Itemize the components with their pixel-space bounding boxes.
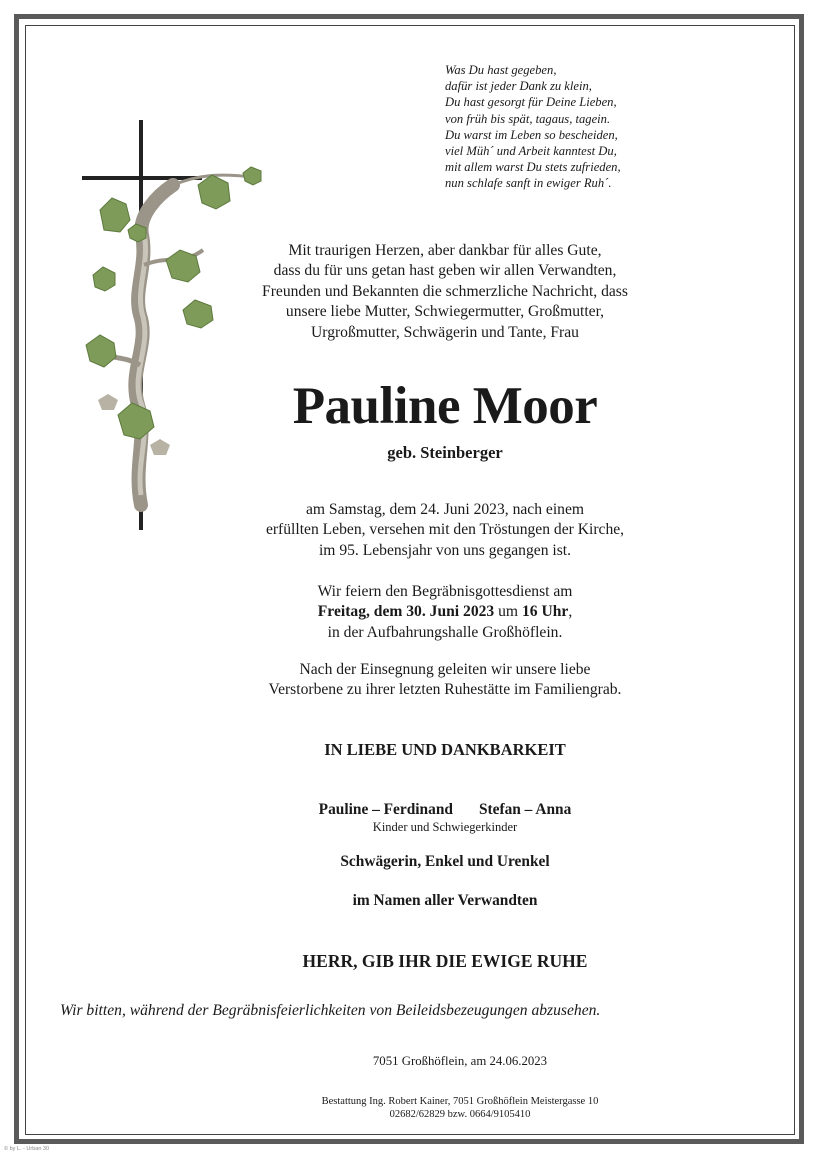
intro-line: Freunden und Bekannten die schmerzliche Nachricht, dass xyxy=(262,282,628,300)
service-connector: um xyxy=(494,603,522,621)
service-date: Freitag, dem 30. Juni 2023 xyxy=(317,603,495,621)
death-line: erfüllten Leben, versehen mit den Tröstungen der Kirche, xyxy=(265,521,625,539)
place-date: 7051 Großhöflein, am 24.06.2023 xyxy=(372,1054,548,1068)
intro-line: Urgroßmutter, Schwägerin und Tante, Frau xyxy=(311,323,579,341)
birth-name: geb. Steinberger xyxy=(387,443,503,462)
gratitude-heading: IN LIEBE UND DANKBARKEIT xyxy=(324,740,566,759)
burial-line: Nach der Einsegnung geleiten wir unsere liebe xyxy=(299,661,591,678)
poem-line: mit allem warst Du stets zufrieden, xyxy=(445,160,621,175)
death-notice xyxy=(230,500,660,561)
poem xyxy=(445,62,675,192)
poem-line: nun schlafe sanft in ewiger Ruh´. xyxy=(445,176,612,191)
funeral-home-address: Bestattung Ing. Robert Kainer, 7051 Großhöflein Meistergasse 10 xyxy=(321,1096,599,1107)
children-names xyxy=(230,801,660,819)
intro-text xyxy=(235,241,655,343)
poem-line: dafür ist jeder Dank zu klein, xyxy=(445,79,592,94)
prayer-heading: HERR, GIB IHR DIE EWIGE RUHE xyxy=(302,951,588,971)
couple-2: Stefan – Anna xyxy=(478,801,572,818)
service-line: Wir feiern den Begräbnisgottesdienst am xyxy=(317,583,573,600)
funeral-home-phone: 02682/62829 bzw. 0664/9105410 xyxy=(389,1108,531,1120)
service-notice xyxy=(230,582,660,643)
intro-line: unsere liebe Mutter, Schwiegermutter, Großmutter, xyxy=(285,303,605,321)
service-location: in der Aufbahrungshalle Großhöflein. xyxy=(327,623,563,641)
children-caption: Kinder und Schwiegerkinder xyxy=(372,820,518,834)
service-time: 16 Uhr xyxy=(521,603,569,621)
behalf-line: im Namen aller Verwandten xyxy=(352,892,538,909)
corner-note: © by L. - Urban 30 xyxy=(4,1146,50,1152)
service-date-line xyxy=(230,602,660,622)
funeral-home-info xyxy=(250,1096,670,1121)
condolence-request: Wir bitten, während der Begräbnisfeierlichkeiten von Beileidsbezeugungen abzusehen. xyxy=(60,1002,601,1019)
service-comma: , xyxy=(568,603,573,621)
poem-line: viel Müh´ und Arbeit kanntest Du, xyxy=(445,144,617,159)
poem-line: von früh bis spät, tagaus, tagein. xyxy=(445,111,611,126)
poem-line: Du warst im Leben so bescheiden, xyxy=(445,127,618,142)
burial-notice xyxy=(230,660,660,701)
poem-line: Was Du hast gegeben, xyxy=(445,63,557,77)
couple-1: Pauline – Ferdinand xyxy=(318,801,453,818)
death-line: am Samstag, dem 24. Juni 2023, nach einem xyxy=(305,501,585,518)
intro-line: dass du für uns getan hast geben wir allen Verwandten, xyxy=(273,262,617,280)
death-line: im 95. Lebensjahr von uns gegangen ist. xyxy=(318,541,572,559)
relatives: Schwägerin, Enkel und Urenkel xyxy=(340,853,550,870)
deceased-name: Pauline Moor xyxy=(292,377,598,435)
burial-line: Verstorbene zu ihrer letzten Ruhestätte im Familiengrab. xyxy=(268,681,622,699)
poem-line: Du hast gesorgt für Deine Lieben, xyxy=(445,95,617,110)
intro-line: Mit traurigen Herzen, aber dankbar für alles Gute, xyxy=(288,242,602,259)
